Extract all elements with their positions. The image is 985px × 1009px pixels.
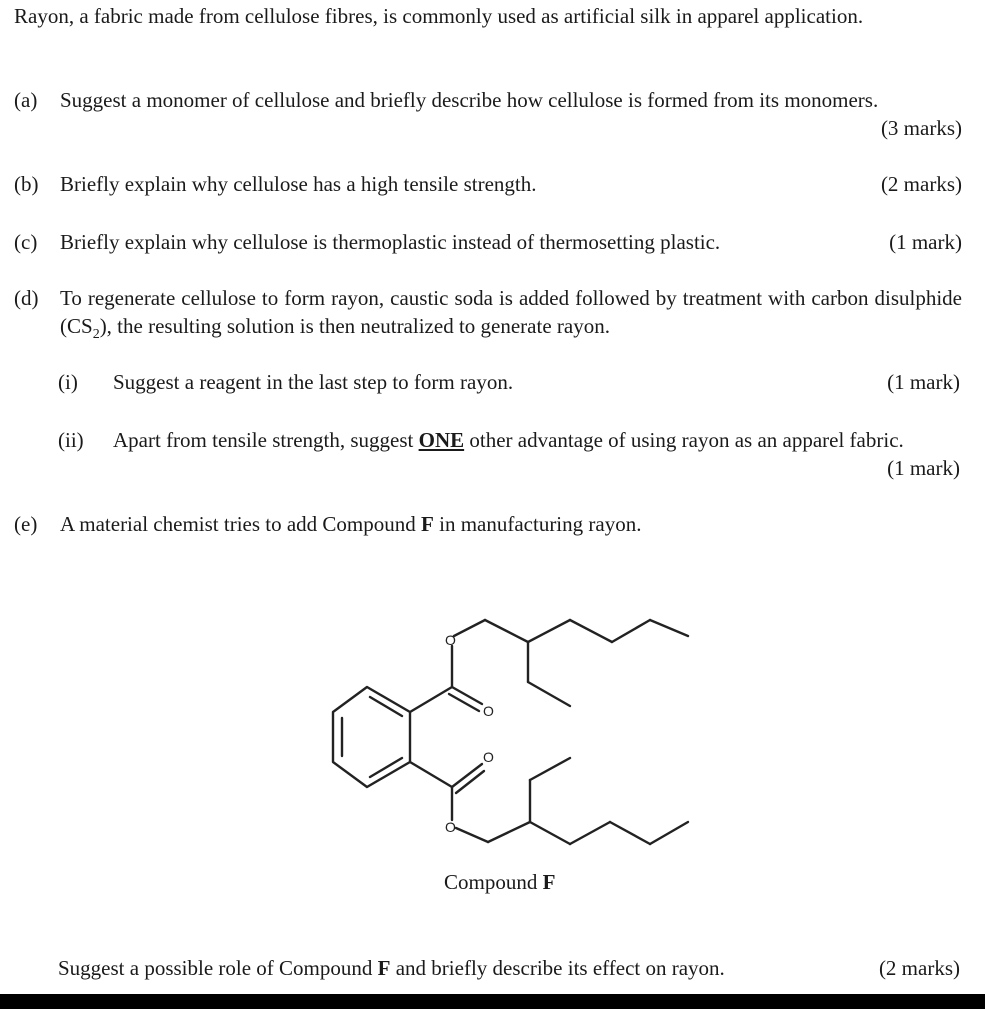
question-d-ii-marks: (1 mark) [887,456,960,480]
question-d-i [58,368,960,396]
question-d-ii-text: Apart from tensile strength, suggest [113,428,414,452]
atom-o-upper-carbonyl: O [483,703,494,719]
upper-chain-1 [485,620,528,642]
upper-chain-5 [650,620,688,636]
upper-carbonyl-bond-b [449,694,479,711]
question-d-text: To regenerate cellulose to form rayon, caustic soda is added followed by treatment with carbon disulphide (CS [60,286,962,338]
intro-paragraph: Rayon, a fabric made from cellulose fibres, is commonly used as artificial silk in apparel application. [14,4,864,28]
question-e-label: (e) [14,512,38,536]
question-a-text: Suggest a monomer of cellulose and briefly describe how cellulose is formed from its monomers. [60,88,879,112]
question-a-marks: (3 marks) [880,116,962,140]
upper-branch-2 [528,682,570,706]
question-c-text: Briefly explain why cellulose is thermoplastic instead of thermosetting plastic. [60,230,721,254]
benzene-inner-bond-2 [370,758,402,777]
caption-prefix: Compound [444,870,538,894]
question-d-ii-label: (ii) [58,428,84,452]
caption-letter: F [542,870,556,894]
question-d-i-text: Suggest a reagent in the last step to form rayon. [113,370,514,394]
question-e-final-marks: (2 marks) [878,956,960,980]
question-e-compound-letter: F [421,512,434,536]
question-c-label: (c) [14,230,38,254]
question-d-ii-emphasis: ONE [418,428,465,452]
question-b-text: Briefly explain why cellulose has a high tensile strength. [60,172,537,196]
lower-branch-2 [530,758,570,780]
question-e-final-letter: F [377,956,391,980]
question-e [14,510,962,538]
compound-f-caption [444,868,555,896]
upper-chain-3 [570,620,612,642]
compound-f-structure [320,600,700,860]
question-e-final [58,954,960,982]
question-e-text-after: in manufacturing rayon. [439,512,642,536]
question-b-label: (b) [14,172,39,196]
upper-chain-4 [612,620,650,642]
lower-chain-3 [570,822,610,844]
lower-chain-4 [610,822,650,844]
question-b [14,170,962,198]
question-a [14,86,962,142]
question-d-text-after: ), the resulting solution is then neutralized to generate rayon. [99,314,610,338]
lower-o-ch2 [456,828,488,842]
upper-ring-to-carbonyl [410,687,452,712]
question-d-subscript: 2 [92,327,100,343]
question-c [14,228,962,256]
question-d-ii [58,426,960,482]
atom-o-lower-ester: O [445,819,456,835]
atom-o-lower-carbonyl: O [483,749,494,765]
question-a-label: (a) [14,88,38,112]
benzene-ring [333,687,410,787]
lower-chain-1 [488,822,530,842]
upper-chain-2 [528,620,570,642]
question-d [14,284,962,349]
question-d-label: (d) [14,286,39,310]
question-d-i-label: (i) [58,370,78,394]
bottom-black-bar [0,994,985,1009]
question-e-final-text-after: and briefly describe its effect on rayon. [395,956,725,980]
atom-o-upper-ester: O [445,632,456,648]
question-d-ii-text-after: other advantage of using rayon as an apparel fabric. [469,428,904,452]
lower-chain-5 [650,822,688,844]
lower-ring-to-carbonyl [410,762,452,787]
lower-chain-2 [530,822,570,844]
benzene-inner-bond-3 [370,697,402,716]
question-c-marks: (1 mark) [889,230,962,254]
upper-carbonyl-bond-a [452,687,482,704]
upper-o-ch2 [454,620,485,636]
question-e-text: A material chemist tries to add Compound [60,512,416,536]
question-e-final-text: Suggest a possible role of Compound [58,956,373,980]
question-b-marks: (2 marks) [880,172,962,196]
question-d-i-marks: (1 mark) [887,370,960,394]
